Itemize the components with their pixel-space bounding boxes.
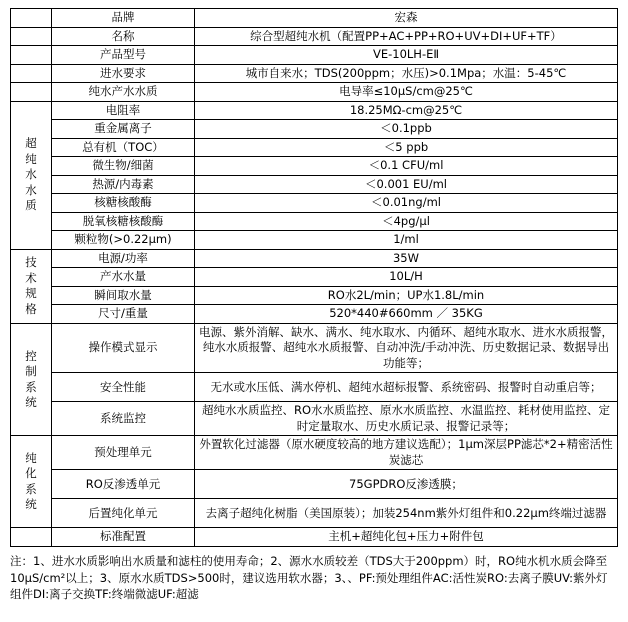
row-label: 预处理单元: [52, 436, 195, 470]
table-row: [11, 323, 618, 373]
row-label: 标准配置: [52, 528, 195, 547]
row-value: 电源、紫外消解、缺水、满水、纯水取水、内循环、超纯水取水、进水水质报警，纯水水质报警、超纯水水质报警、自动冲洗/手动冲洗、历史数据记录、数据导出功能等；: [195, 323, 618, 373]
table-row: [11, 194, 618, 213]
row-value: 超纯水水质监控、RO水水质监控、原水水质监控、水温监控、耗材使用监控、定时定量取水、历史水质记录、报警记录等；: [195, 402, 618, 436]
row-label: 后置纯化单元: [52, 499, 195, 528]
row-label: 总有机（TOC）: [52, 138, 195, 157]
table-row: [11, 9, 618, 28]
row-label: 产水水量: [52, 268, 195, 287]
row-value: 35W: [195, 249, 618, 268]
row-value: VE-10LH-EⅡ: [195, 46, 618, 65]
row-label: 热源/内毒素: [52, 175, 195, 194]
row-value: ＜5 ppb: [195, 138, 618, 157]
row-label: 重金属离子: [52, 120, 195, 139]
table-row: [11, 101, 618, 120]
table-row: [11, 305, 618, 324]
table-row: [11, 46, 618, 65]
table-row: [11, 286, 618, 305]
row-group-label: 控 制 系 统: [11, 323, 52, 436]
row-label: 纯水产水水质: [52, 83, 195, 102]
table-row: [11, 499, 618, 528]
row-value: 外置软化过滤器（原水硬度较高的地方建议选配）；1μm深层PP滤芯*2+精密活性炭滤芯: [195, 436, 618, 470]
table-row: [11, 83, 618, 102]
row-value: ＜0.1ppb: [195, 120, 618, 139]
table-row: [11, 64, 618, 83]
table-row: [11, 373, 618, 402]
row-label: 核糖核酸酶: [52, 194, 195, 213]
row-group-empty: [11, 27, 52, 46]
row-value: ＜0.1 CFU/ml: [195, 157, 618, 176]
table-row: [11, 528, 618, 547]
row-label: 微生物/细菌: [52, 157, 195, 176]
row-value: ＜0.01ng/ml: [195, 194, 618, 213]
table-row: [11, 120, 618, 139]
row-group-empty: [11, 528, 52, 547]
table-row: [11, 27, 618, 46]
table-row: [11, 231, 618, 250]
row-group-label: 超 纯 水 水 质: [11, 101, 52, 249]
row-value: 电导率≤10μS/cm@25℃: [195, 83, 618, 102]
table-row: [11, 402, 618, 436]
specification-table: [10, 8, 618, 547]
table-row: [11, 175, 618, 194]
table-row: [11, 249, 618, 268]
row-group-empty: [11, 83, 52, 102]
row-value: 综合型超纯水机（配置PP+AC+PP+RO+UV+DI+UF+TF）: [195, 27, 618, 46]
row-group-empty: [11, 46, 52, 65]
row-label: 名称: [52, 27, 195, 46]
table-body: [11, 9, 618, 547]
row-value: 无水或水压低、满水停机、超纯水超标报警、系统密码、报警时自动重启等；: [195, 373, 618, 402]
row-label: 颗粒物(>0.22μm): [52, 231, 195, 250]
row-label: RO反渗透单元: [52, 470, 195, 499]
row-value: 城市自来水；TDS(200ppm；水压)>0.1Mpa；水温：5-45℃: [195, 64, 618, 83]
row-value: ＜0.001 EU/ml: [195, 175, 618, 194]
row-value: 520*440#660mm ／ 35KG: [195, 305, 618, 324]
table-row: [11, 157, 618, 176]
row-label: 电阻率: [52, 101, 195, 120]
row-group-empty: [11, 9, 52, 28]
row-label: 品牌: [52, 9, 195, 28]
table-row: [11, 212, 618, 231]
row-group-label: 技 术 规 格: [11, 249, 52, 323]
row-label: 操作模式显示: [52, 323, 195, 373]
row-value: ＜4pg/μl: [195, 212, 618, 231]
row-label: 尺寸/重量: [52, 305, 195, 324]
row-value: 75GPDRO反渗透膜；: [195, 470, 618, 499]
row-label: 电源/功率: [52, 249, 195, 268]
table-row: [11, 138, 618, 157]
row-value: 1/ml: [195, 231, 618, 250]
row-value: RO水2L/min；UP水1.8L/min: [195, 286, 618, 305]
row-value: 18.25MΩ-cm@25℃: [195, 101, 618, 120]
table-row: [11, 268, 618, 287]
row-label: 安全性能: [52, 373, 195, 402]
row-value: 主机+超纯化包+压力+附件包: [195, 528, 618, 547]
row-value: 10L/H: [195, 268, 618, 287]
table-row: [11, 436, 618, 470]
row-label: 系统监控: [52, 402, 195, 436]
table-row: [11, 470, 618, 499]
row-label: 产品型号: [52, 46, 195, 65]
row-group-label: 纯 化 系 统: [11, 436, 52, 528]
row-value: 宏森: [195, 9, 618, 28]
row-value: 去离子超纯化树脂（美国原装）；加装254nm紫外灯组件和0.22μm终端过滤器: [195, 499, 618, 528]
row-label: 进水要求: [52, 64, 195, 83]
footer-note: 注：1、进水水质影响出水质量和滤柱的使用寿命；2、源水水质较差（TDS大于200ppm）时，RO纯水机水质会降至10μS/cm²以上；3、原水水质TDS>500时，建议选用软水器；3、、PF:预处理组件AC:活性炭RO:去离子膜UV:紫外灯组件DI:离子交换TF:终端微滤UF:超滤: [10, 553, 608, 602]
row-label: 脱氧核糖核酸酶: [52, 212, 195, 231]
row-label: 瞬间取水量: [52, 286, 195, 305]
row-group-empty: [11, 64, 52, 83]
